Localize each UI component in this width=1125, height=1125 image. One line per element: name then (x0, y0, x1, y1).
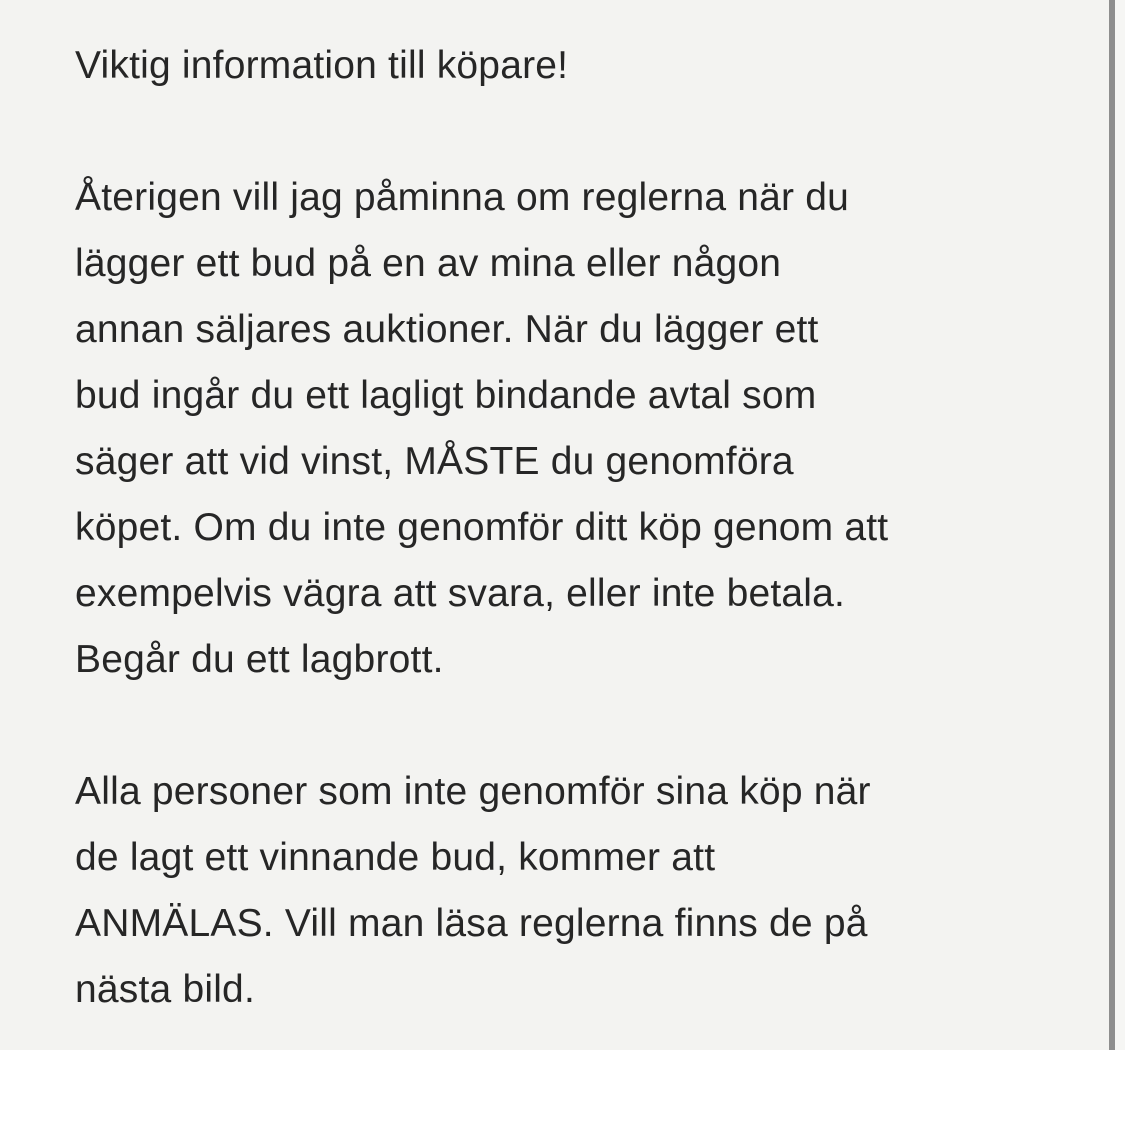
text-line: Begår du ett lagbrott. (75, 638, 444, 681)
text-line: ANMÄLAS. Vill man läsa reglerna finns de på (75, 902, 868, 945)
text-line: de lagt ett vinnande bud, kommer att (75, 836, 716, 879)
note-text[interactable] (75, 33, 888, 1023)
note-title: Viktig information till köpare! (75, 44, 569, 87)
text-line: bud ingår du ett lagligt bindande avtal som (75, 374, 817, 417)
text-line: nästa bild. (75, 968, 255, 1011)
text-line: Återigen vill jag påminna om reglerna när du (75, 176, 850, 219)
text-line: annan säljares auktioner. När du lägger ett (75, 308, 819, 351)
blank-line (75, 99, 888, 165)
text-line: säger att vid vinst, MÅSTE du genomföra (75, 440, 794, 483)
blank-line (75, 693, 888, 759)
right-pane-edge (1115, 0, 1125, 1050)
text-line: köpet. Om du inte genomför ditt köp genom att (75, 506, 889, 549)
text-line: lägger ett bud på en av mina eller någon (75, 242, 782, 285)
text-line: exempelvis vägra att svara, eller inte betala. (75, 572, 846, 615)
text-line: Alla personer som inte genomför sina köp när (75, 770, 871, 813)
